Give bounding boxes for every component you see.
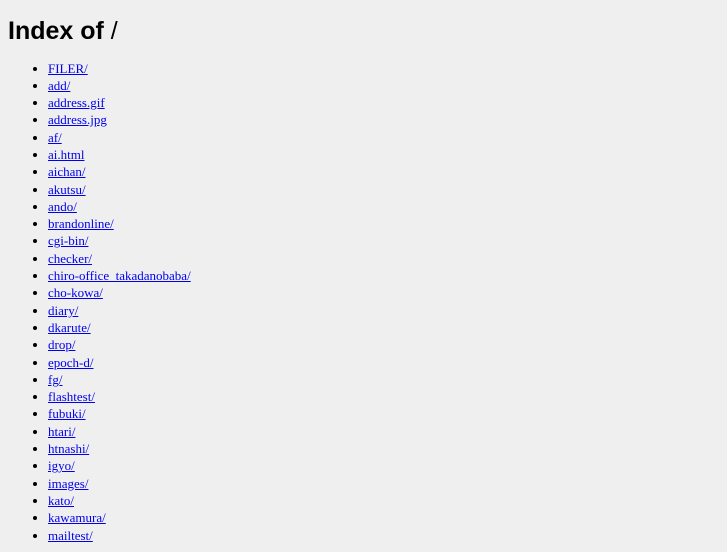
file-link[interactable]: igyo/ bbox=[48, 458, 75, 474]
list-item bbox=[48, 405, 719, 422]
file-link[interactable]: FILER/ bbox=[48, 60, 88, 76]
list-item bbox=[48, 146, 719, 163]
file-link[interactable]: brandonline/ bbox=[48, 216, 114, 232]
list-item bbox=[48, 181, 719, 198]
file-link[interactable]: ai.html bbox=[48, 146, 85, 162]
list-item bbox=[48, 492, 719, 509]
file-link[interactable]: fg/ bbox=[48, 371, 63, 387]
list-item bbox=[48, 336, 719, 353]
file-link[interactable]: htari/ bbox=[48, 423, 76, 439]
list-item bbox=[48, 60, 719, 77]
file-link[interactable]: htnashi/ bbox=[48, 441, 90, 457]
list-item bbox=[48, 319, 719, 336]
page-title-path: / bbox=[110, 17, 118, 45]
list-item bbox=[48, 423, 719, 440]
list-item bbox=[48, 198, 719, 215]
list-item bbox=[48, 94, 719, 111]
list-item bbox=[48, 215, 719, 232]
file-link[interactable]: af/ bbox=[48, 129, 62, 145]
file-link[interactable]: cgi-bin/ bbox=[48, 233, 89, 249]
file-link[interactable]: address.gif bbox=[48, 95, 105, 111]
file-link[interactable]: dkarute/ bbox=[48, 319, 91, 335]
list-item bbox=[48, 111, 719, 128]
file-link[interactable]: aichan/ bbox=[48, 164, 86, 180]
list-item bbox=[48, 509, 719, 526]
list-item bbox=[48, 457, 719, 474]
list-item bbox=[48, 163, 719, 180]
list-item bbox=[48, 267, 719, 284]
list-item bbox=[48, 527, 719, 544]
file-link[interactable]: diary/ bbox=[48, 302, 79, 318]
page-title-prefix: Index of bbox=[8, 17, 104, 45]
list-item bbox=[48, 250, 719, 267]
list-item bbox=[48, 232, 719, 249]
file-link[interactable]: fubuki/ bbox=[48, 406, 86, 422]
list-item bbox=[48, 475, 719, 492]
list-item bbox=[48, 302, 719, 319]
file-link[interactable]: flashtest/ bbox=[48, 389, 95, 405]
list-item bbox=[48, 77, 719, 94]
list-item bbox=[48, 129, 719, 146]
file-link[interactable]: mailtest/ bbox=[48, 527, 93, 543]
list-item bbox=[48, 440, 719, 457]
file-link[interactable]: address.jpg bbox=[48, 112, 107, 128]
list-item bbox=[48, 371, 719, 388]
file-list bbox=[8, 60, 719, 544]
list-item bbox=[48, 354, 719, 371]
file-link[interactable]: akutsu/ bbox=[48, 181, 86, 197]
file-link[interactable]: ando/ bbox=[48, 198, 77, 214]
file-link[interactable]: checker/ bbox=[48, 250, 93, 266]
list-item bbox=[48, 284, 719, 301]
file-link[interactable]: kawamura/ bbox=[48, 510, 106, 526]
file-link[interactable]: drop/ bbox=[48, 337, 76, 353]
file-link[interactable]: chiro-office_takadanobaba/ bbox=[48, 268, 191, 284]
list-item bbox=[48, 388, 719, 405]
file-link[interactable]: add/ bbox=[48, 77, 71, 93]
file-link[interactable]: cho-kowa/ bbox=[48, 285, 103, 301]
page-title bbox=[8, 18, 719, 46]
file-link[interactable]: kato/ bbox=[48, 492, 74, 508]
file-link[interactable]: images/ bbox=[48, 475, 89, 491]
file-link[interactable]: epoch-d/ bbox=[48, 354, 94, 370]
